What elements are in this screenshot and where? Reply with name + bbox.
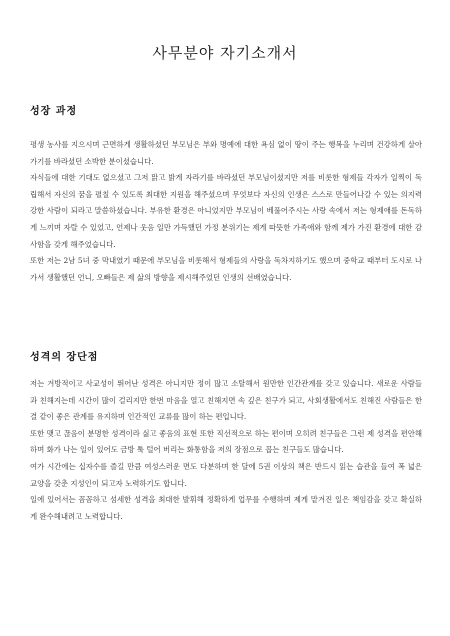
document-title: 사무분야 자기소개서 xyxy=(152,44,298,62)
section-body-growth xyxy=(30,137,422,286)
section-heading-growth: 성장 과정 xyxy=(30,106,78,117)
section-body-personality xyxy=(30,376,422,525)
paragraph: 평생 농사를 지으시며 근면하게 생활하셨던 부모님은 부와 명예에 대한 욕심 없이 땅이 주는 행복을 누리며 건강하게 살아가기를 바라셨던 소박한 분이셨습니다. xyxy=(30,140,422,166)
paragraph: 또한 맺고 끊음이 분명한 성격이라 싫고 좋음의 표현 또한 직선적으로 하는 편이며 오히려 친구들은 그런 제 성격을 편안해하며 화가 나는 일이 있어도 금방 툭 털어 버리는 화통함을 저의 장점으로 꼽는 친구들도 많습니다. xyxy=(30,428,422,455)
section-heading-personality: 성격의 장단점 xyxy=(30,352,99,363)
paragraph: 여가 시간에는 십자수를 즐길 만큼 여성스러운 면도 다분하며 한 달에 5권 이상의 책은 반드시 읽는 습관을 들여 폭 넓은 교양을 갖춘 지성인이 되고자 노력하기도 합니다. xyxy=(30,461,422,488)
paragraph: 저는 겨방적이고 사교성이 뛰어난 성격은 아니지만 정이 많고 소탈해서 원만한 인간관계를 갖고 있습니다. 새로운 사람들과 친해지는데 시간이 많이 걸리지만 한번 마음을 열고 친해지면 속 깊은 친구가 되고, 사회생활에서도 친해진 사람들은 한결 같이 좋은 관계를 유지하며 인간적인 교류를 많이 하는 편입니다. xyxy=(30,379,422,422)
paragraph: 일에 있어서는 꼼꼼하고 섬세한 성격을 최대한 발휘해 정확하게 업무를 수행하며 제게 맡겨진 일은 책임감을 갖고 확실하게 완수해내려고 노력합니다. xyxy=(30,495,422,521)
paragraph: 자식들에 대한 기대도 없으셨고 그저 맑고 밝게 자라기를 바라셨던 부모님이셨지만 저를 비롯한 형제들 각자가 일찍이 독립해서 자신의 꿈을 펼칠 수 있도록 최대한 지원을 해주셨으며 무엇보다 자신의 인생은 스스로 만들어나갈 수 있는 의지력 강한 사람이 되라고 말씀하셨습니다. 부유한 환경은 아니었지만 부모님이 베풀어주시는 사랑 속에서 저는 형제애를 돈독하게 느끼며 자랄 수 있었고, 언제나 웃음 일만 가득했던 가정 분위기는 제게 따뜻한 가족애와 함께 제가 가진 환경에 대한 감사함을 갖게 해주었습니다. xyxy=(30,173,422,249)
paragraph: 또한 저는 2남 5녀 중 막내였기 때문에 부모님을 비롯해서 형제들의 사랑을 독차지하기도 했으며 중학교 때부터 도시로 나가서 생활했던 언니, 오빠들은 제 삶의 방향을 제시해주었던 인생의 선배였습니다. xyxy=(30,256,422,282)
